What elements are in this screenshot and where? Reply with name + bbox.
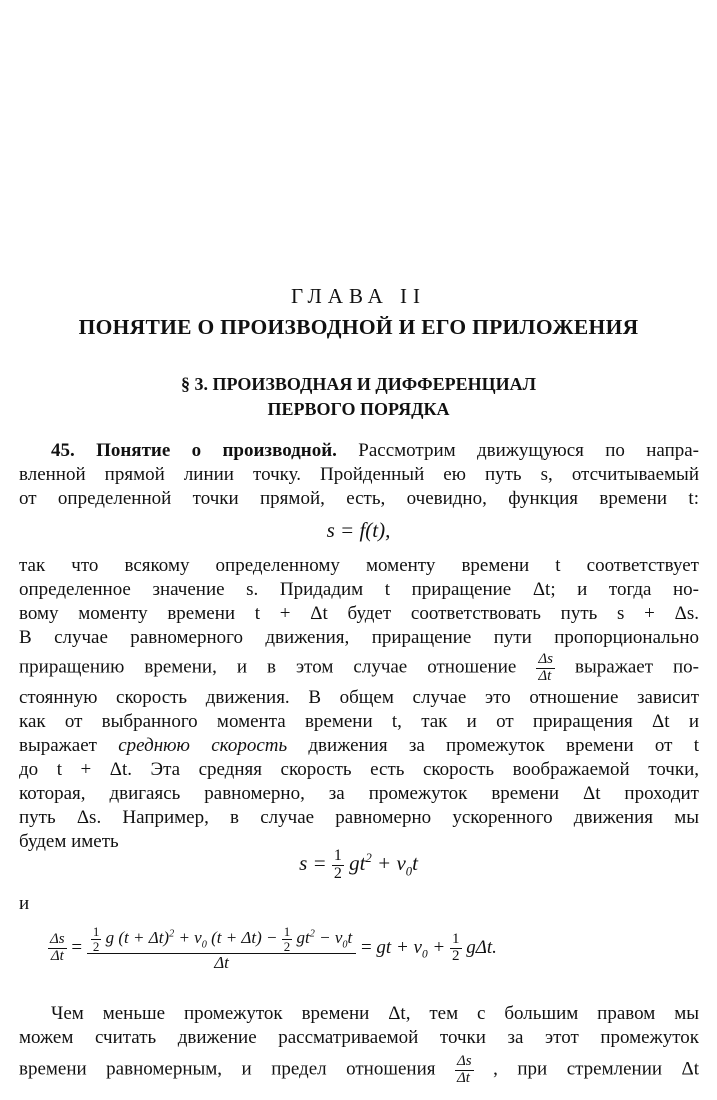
paragraph-line-with-fraction — [19, 652, 699, 685]
paragraph-line: стоянную скорость движения. В общем случае это отношение зависит — [19, 687, 699, 708]
paragraph-line: можем считать движение рассматриваемой точки за этот промежуток — [19, 1027, 699, 1048]
paragraph-heading: 45. Понятие о производной. — [51, 440, 337, 461]
paragraph-text: выражает по- — [575, 656, 700, 678]
paragraph-text: , при стремлении Δt — [493, 1058, 700, 1080]
paragraph-line-with-fraction — [19, 1054, 699, 1087]
fraction-denominator: Δt — [538, 667, 552, 684]
paragraph-line: так что всякому определенному моменту времени t соответствует — [19, 555, 699, 576]
section-title-line2: ПЕРВОГО ПОРЯДКА — [267, 399, 450, 419]
paragraph-line: от определенной точки прямой, есть, очевидно, функция времени t: — [19, 488, 699, 509]
paragraph-line: Чем меньше промежуток времени Δt, тем с большим правом мы — [51, 1003, 699, 1024]
paragraph-text: времени равномерным, и предел отношения — [19, 1058, 436, 1080]
paragraph-text: Рассмотрим движущуюся по напра- — [358, 440, 700, 461]
paragraph-line: вому моменту времени t + Δt будет соответствовать путь s + Δs. — [19, 603, 699, 624]
fraction-ds-dt — [536, 652, 555, 685]
fraction-numerator: Δs — [538, 651, 553, 667]
formula-s-equals-f-t: s = f(t), — [326, 518, 391, 542]
paragraph-line: будем иметь — [19, 831, 119, 852]
paragraph-line — [19, 440, 699, 462]
paragraph-line — [19, 735, 699, 757]
formula-uniform-acceleration: s = $\frac{1}{2}$ $gt^2 + v_0t$ — [299, 847, 418, 882]
paragraph-line: вленной прямой линии точку. Пройденный ею путь s, отсчитываемый — [19, 464, 699, 485]
paragraph-line: как от выбранного момента времени t, так и от приращения Δt и — [19, 711, 699, 732]
paragraph-line: которая, двигаясь равномерно, за промежуток времени Δt проходит — [19, 783, 699, 804]
paragraph-text: движения за промежуток времени от t — [308, 735, 700, 756]
paragraph-line: определенное значение s. Придадим t приращение Δt; и тогда но- — [19, 579, 699, 600]
formula-average-speed: $\frac{\Delta s}{\Delta t}$ = $\frac{1}{2}$ g $(t + \Delta t)^2 + v_0$ (t + Δt) − $\frac{1}{2}$ $gt^2 - v_0t$ Δt = gt + $v_0$ + $\frac{1}{2}$ gΔt. — [50, 924, 497, 973]
italic-term: среднюю скорость — [118, 735, 288, 756]
chapter-label: ГЛАВА II — [290, 284, 427, 308]
word-and: и — [19, 893, 30, 914]
chapter-title: ПОНЯТИЕ О ПРОИЗВОДНОЙ И ЕГО ПРИЛОЖЕНИЯ — [78, 315, 639, 339]
section-title — [0, 372, 717, 422]
paragraph-line: В случае равномерного движения, приращение пути пропорционально — [19, 627, 699, 648]
paragraph-text: приращению времени, и в этом случае отношение — [19, 656, 517, 678]
paragraph-text: выражает — [19, 735, 97, 756]
paragraph-line: путь Δs. Например, в случае равномерно ускоренного движения мы — [19, 807, 699, 828]
fraction-ds-dt: $\frac{\Delta s}{\Delta t}$ — [456, 1053, 472, 1086]
paragraph-line: до t + Δt. Эта средняя скорость есть скорость воображаемой точки, — [19, 759, 699, 780]
section-title-line1: § 3. ПРОИЗВОДНАЯ И ДИФФЕРЕНЦИАЛ — [180, 374, 537, 394]
